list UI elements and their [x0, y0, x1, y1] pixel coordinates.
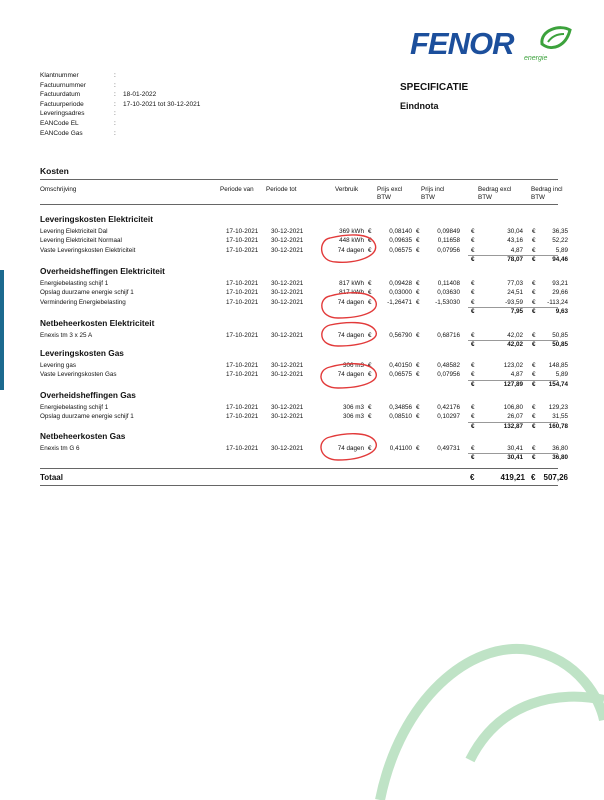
row-bedrag-excl: -93,59 — [505, 298, 523, 306]
row-prijs-excl: 0,09635 — [389, 237, 412, 245]
row-description: Energiebelasting schijf 1 — [40, 404, 109, 411]
row-periode-tot: 30-12-2021 — [271, 404, 304, 411]
row-prijs-excl: 0,40150 — [389, 362, 412, 369]
header-field-label: Factuurdatum — [40, 91, 81, 99]
red-circle — [322, 235, 376, 262]
currency-symbol: € — [471, 332, 475, 339]
subtotal-incl: 50,85 — [552, 341, 568, 349]
currency-symbol: € — [416, 404, 420, 411]
currency-symbol: € — [532, 298, 536, 306]
col-periode-van: Periode van — [220, 186, 254, 193]
currency-symbol: € — [416, 332, 420, 339]
row-periode-tot: 30-12-2021 — [271, 332, 304, 339]
header-field-label: Leveringsadres — [40, 110, 85, 118]
currency-symbol: € — [368, 404, 372, 411]
row-verbruik: 817 kWh — [339, 289, 364, 297]
row-bedrag-incl: 93,21 — [552, 280, 568, 287]
header-field-label: EANCode EL — [40, 120, 79, 127]
row-prijs-excl: 0,56790 — [389, 332, 412, 339]
row-description: Opslag duurzame energie schijf 1 — [40, 289, 134, 297]
currency-symbol: € — [532, 228, 536, 235]
currency-symbol: € — [368, 289, 372, 297]
row-prijs-excl: 0,08140 — [389, 228, 412, 235]
row-periode-van: 17-10-2021 — [226, 371, 259, 379]
currency-symbol: € — [532, 280, 536, 287]
row-bedrag-incl: 5,89 — [555, 246, 568, 254]
row-prijs-excl: 0,03000 — [389, 289, 412, 297]
col-prijs-incl: Prijs incl BTW — [421, 186, 445, 201]
red-circle — [322, 323, 377, 346]
row-prijs-incl: 0,42176 — [437, 404, 460, 411]
currency-symbol: € — [471, 228, 475, 235]
currency-symbol: € — [471, 280, 475, 287]
currency-symbol: € — [368, 371, 372, 379]
header-field-colon: : — [114, 110, 116, 118]
eindnota-label: Eindnota — [400, 101, 439, 111]
row-verbruik: 306 m3 — [342, 404, 364, 411]
currency-symbol: € — [532, 445, 536, 452]
logo-text: FENOR — [410, 26, 514, 61]
row-periode-van: 17-10-2021 — [226, 246, 259, 254]
red-circle — [321, 364, 376, 388]
currency-symbol: € — [471, 362, 475, 369]
row-periode-van: 17-10-2021 — [226, 404, 259, 411]
row-prijs-incl: 0,11658 — [437, 237, 460, 245]
row-verbruik: 74 dagen — [337, 298, 364, 306]
row-prijs-incl: 0,07956 — [437, 246, 460, 254]
currency-symbol: € — [471, 255, 475, 263]
row-description: Enexis tm G 6 — [40, 445, 80, 452]
header-field-colon: : — [114, 129, 116, 137]
currency-symbol: € — [416, 228, 420, 235]
header-field-label: Klantnummer — [40, 72, 79, 79]
row-description: Vermindering Energiebelasting — [40, 298, 126, 306]
row-verbruik: 369 kWh — [339, 228, 364, 235]
currency-symbol: € — [416, 289, 420, 297]
specificatie-title: SPECIFICATIE — [400, 82, 469, 93]
section-title: Leveringskosten Gas — [40, 348, 124, 358]
currency-symbol: € — [471, 289, 475, 297]
totaal-excl: 419,21 — [500, 473, 525, 482]
header-field-colon: : — [114, 100, 116, 108]
currency-symbol: € — [471, 454, 475, 462]
row-periode-tot: 30-12-2021 — [271, 289, 304, 297]
currency-symbol: € — [532, 371, 536, 379]
currency-symbol: € — [471, 307, 475, 315]
row-bedrag-incl: 36,35 — [552, 228, 568, 235]
currency-symbol: € — [471, 341, 475, 349]
row-description: Levering gas — [40, 362, 77, 369]
row-prijs-incl: 0,49731 — [437, 445, 460, 452]
section-title: Netbeheerkosten Elektriciteit — [40, 318, 155, 328]
header-field-value: 17-10-2021 tot 30-12-2021 — [123, 100, 201, 108]
row-periode-van: 17-10-2021 — [226, 332, 259, 339]
row-prijs-incl: 0,07956 — [437, 371, 460, 379]
row-description: Levering Elektriciteit Normaal — [40, 237, 122, 245]
currency-symbol: € — [471, 404, 475, 411]
row-prijs-excl: 0,41100 — [389, 445, 412, 452]
currency-symbol: € — [416, 413, 420, 421]
currency-symbol: € — [368, 228, 372, 235]
subtotal-excl: 7,95 — [510, 307, 523, 315]
header-field-colon: : — [114, 91, 116, 99]
currency-symbol: € — [416, 246, 420, 254]
row-periode-tot: 30-12-2021 — [271, 298, 304, 306]
row-bedrag-excl: 30,04 — [507, 228, 523, 235]
row-description: Energiebelasting schijf 1 — [40, 280, 109, 287]
row-bedrag-excl: 106,80 — [503, 404, 523, 411]
header-field-colon: : — [114, 120, 116, 127]
section-title: Overheidsheffingen Elektriciteit — [40, 266, 165, 276]
row-prijs-excl: 0,34856 — [389, 404, 412, 411]
row-verbruik: 74 dagen — [337, 246, 364, 254]
currency-symbol: € — [471, 413, 475, 421]
red-circle — [321, 434, 376, 460]
kosten-title: Kosten — [40, 166, 69, 176]
row-prijs-excl: -1,26471 — [387, 298, 412, 306]
row-periode-van: 17-10-2021 — [226, 228, 259, 235]
row-prijs-excl: 0,08510 — [389, 413, 412, 421]
col-omschrijving: Omschrijving — [40, 186, 77, 193]
subtotal-excl: 78,07 — [507, 255, 523, 263]
totaal-label: Totaal — [40, 473, 63, 482]
subtotal-incl: 36,80 — [552, 454, 568, 462]
subtotal-excl: 127,89 — [503, 380, 523, 388]
row-bedrag-incl: 148,85 — [548, 362, 568, 369]
currency-symbol: € — [532, 255, 536, 263]
row-description: Vaste Leveringskosten Gas — [40, 371, 117, 379]
row-periode-van: 17-10-2021 — [226, 445, 259, 452]
section-title: Leveringskosten Elektriciteit — [40, 214, 153, 224]
header-field-label: Factuurnummer — [40, 81, 86, 89]
subtotal-excl: 42,02 — [507, 341, 523, 349]
watermark-heart — [380, 649, 604, 800]
row-verbruik: 74 dagen — [337, 371, 364, 379]
row-bedrag-incl: 36,80 — [552, 445, 568, 452]
header-field-label: Factuurperiode — [40, 100, 84, 108]
row-verbruik: 74 dagen — [337, 445, 364, 452]
row-periode-tot: 30-12-2021 — [271, 280, 304, 287]
red-circle — [322, 293, 377, 318]
currency-symbol: € — [471, 246, 475, 254]
currency-symbol: € — [368, 246, 372, 254]
subtotal-incl: 154,74 — [548, 380, 568, 388]
row-prijs-incl: 0,48582 — [437, 362, 460, 369]
currency-symbol: € — [368, 332, 372, 339]
row-bedrag-incl: 29,66 — [552, 289, 568, 297]
currency-symbol: € — [470, 473, 475, 482]
currency-symbol: € — [531, 473, 536, 482]
row-verbruik: 817 kWh — [339, 280, 364, 287]
row-prijs-incl: -1,53030 — [435, 298, 460, 306]
row-prijs-excl: 0,06575 — [389, 371, 412, 379]
subtotal-incl: 160,78 — [548, 422, 568, 430]
row-description: Opslag duurzame energie schijf 1 — [40, 413, 134, 421]
currency-symbol: € — [532, 341, 536, 349]
currency-symbol: € — [532, 289, 536, 297]
header-field-colon: : — [114, 81, 116, 89]
row-periode-tot: 30-12-2021 — [271, 362, 304, 369]
currency-symbol: € — [368, 362, 372, 369]
currency-symbol: € — [416, 445, 420, 452]
currency-symbol: € — [532, 454, 536, 462]
row-periode-van: 17-10-2021 — [226, 413, 259, 421]
currency-symbol: € — [532, 404, 536, 411]
currency-symbol: € — [471, 371, 475, 379]
row-periode-tot: 30-12-2021 — [271, 237, 304, 245]
row-prijs-incl: 0,03630 — [437, 289, 460, 297]
header-field-label: EANCode Gas — [40, 129, 83, 137]
row-periode-van: 17-10-2021 — [226, 298, 259, 306]
subtotal-excl: 132,87 — [503, 422, 523, 430]
col-verbruik: Verbruik — [335, 186, 359, 193]
row-description: Enexis tm 3 x 25 A — [40, 332, 93, 339]
subtotal-excl: 30,41 — [507, 454, 523, 462]
currency-symbol: € — [532, 307, 536, 315]
section-title: Overheidsheffingen Gas — [40, 390, 136, 400]
row-bedrag-excl: 26,07 — [507, 413, 523, 421]
row-periode-tot: 30-12-2021 — [271, 413, 304, 421]
currency-symbol: € — [368, 298, 372, 306]
currency-symbol: € — [471, 298, 475, 306]
row-description: Levering Elektriciteit Dal — [40, 228, 108, 235]
row-verbruik: 306 m3 — [342, 413, 364, 421]
currency-symbol: € — [416, 362, 420, 369]
currency-symbol: € — [368, 413, 372, 421]
row-bedrag-incl: 52,22 — [552, 237, 568, 245]
row-prijs-incl: 0,10297 — [437, 413, 460, 421]
currency-symbol: € — [416, 280, 420, 287]
currency-symbol: € — [368, 280, 372, 287]
row-bedrag-excl: 4,87 — [510, 246, 523, 254]
currency-symbol: € — [471, 445, 475, 452]
row-bedrag-incl: -113,24 — [547, 298, 568, 306]
currency-symbol: € — [532, 332, 536, 339]
row-bedrag-excl: 4,87 — [510, 371, 523, 379]
row-bedrag-excl: 77,03 — [507, 280, 523, 287]
currency-symbol: € — [532, 380, 536, 388]
currency-symbol: € — [416, 298, 420, 306]
currency-symbol: € — [471, 237, 475, 245]
row-prijs-incl: 0,68716 — [437, 332, 460, 339]
section-title: Netbeheerkosten Gas — [40, 431, 126, 441]
currency-symbol: € — [368, 237, 372, 245]
row-bedrag-excl: 24,51 — [507, 289, 523, 297]
logo-subtext: energie — [524, 55, 548, 62]
currency-symbol: € — [532, 362, 536, 369]
currency-symbol: € — [368, 445, 372, 452]
row-periode-van: 17-10-2021 — [226, 237, 259, 245]
row-bedrag-excl: 123,02 — [503, 362, 523, 369]
totaal-incl: 507,26 — [543, 473, 568, 482]
row-periode-tot: 30-12-2021 — [271, 371, 304, 379]
row-verbruik: 74 dagen — [337, 332, 364, 339]
col-prijs-excl: Prijs excl BTW — [377, 186, 403, 201]
side-accent-bar — [0, 270, 4, 390]
row-prijs-excl: 0,06575 — [389, 246, 412, 254]
subtotal-incl: 9,63 — [555, 307, 568, 315]
row-bedrag-excl: 42,02 — [507, 332, 523, 339]
row-bedrag-excl: 43,16 — [507, 237, 523, 245]
row-periode-van: 17-10-2021 — [226, 280, 259, 287]
col-bedrag-excl: Bedrag excl BTW — [478, 186, 512, 201]
col-bedrag-incl: Bedrag incl BTW — [531, 186, 563, 201]
col-periode-tot: Periode tot — [266, 186, 297, 193]
row-prijs-incl: 0,09849 — [437, 228, 460, 235]
currency-symbol: € — [471, 380, 475, 388]
row-bedrag-incl: 50,85 — [552, 332, 568, 339]
row-bedrag-excl: 30,41 — [507, 445, 523, 452]
currency-symbol: € — [532, 237, 536, 245]
currency-symbol: € — [532, 246, 536, 254]
currency-symbol: € — [532, 413, 536, 421]
row-prijs-incl: 0,11408 — [437, 280, 460, 287]
currency-symbol: € — [416, 371, 420, 379]
row-bedrag-incl: 31,55 — [552, 413, 568, 421]
row-description: Vaste Leveringskosten Elektriciteit — [40, 246, 136, 254]
row-periode-tot: 30-12-2021 — [271, 445, 304, 452]
header-field-colon: : — [114, 72, 116, 79]
currency-symbol: € — [532, 422, 536, 430]
row-periode-tot: 30-12-2021 — [271, 246, 304, 254]
row-prijs-excl: 0,09428 — [389, 280, 412, 287]
row-periode-van: 17-10-2021 — [226, 289, 259, 297]
header-field-value: 18-01-2022 — [123, 91, 157, 99]
currency-symbol: € — [416, 237, 420, 245]
currency-symbol: € — [471, 422, 475, 430]
row-bedrag-incl: 5,89 — [555, 371, 568, 379]
row-verbruik: 448 kWh — [339, 237, 364, 245]
row-periode-van: 17-10-2021 — [226, 362, 259, 369]
subtotal-incl: 94,46 — [552, 255, 568, 263]
row-bedrag-incl: 129,23 — [548, 404, 568, 411]
row-verbruik: 306 m3 — [342, 362, 364, 369]
row-periode-tot: 30-12-2021 — [271, 228, 304, 235]
